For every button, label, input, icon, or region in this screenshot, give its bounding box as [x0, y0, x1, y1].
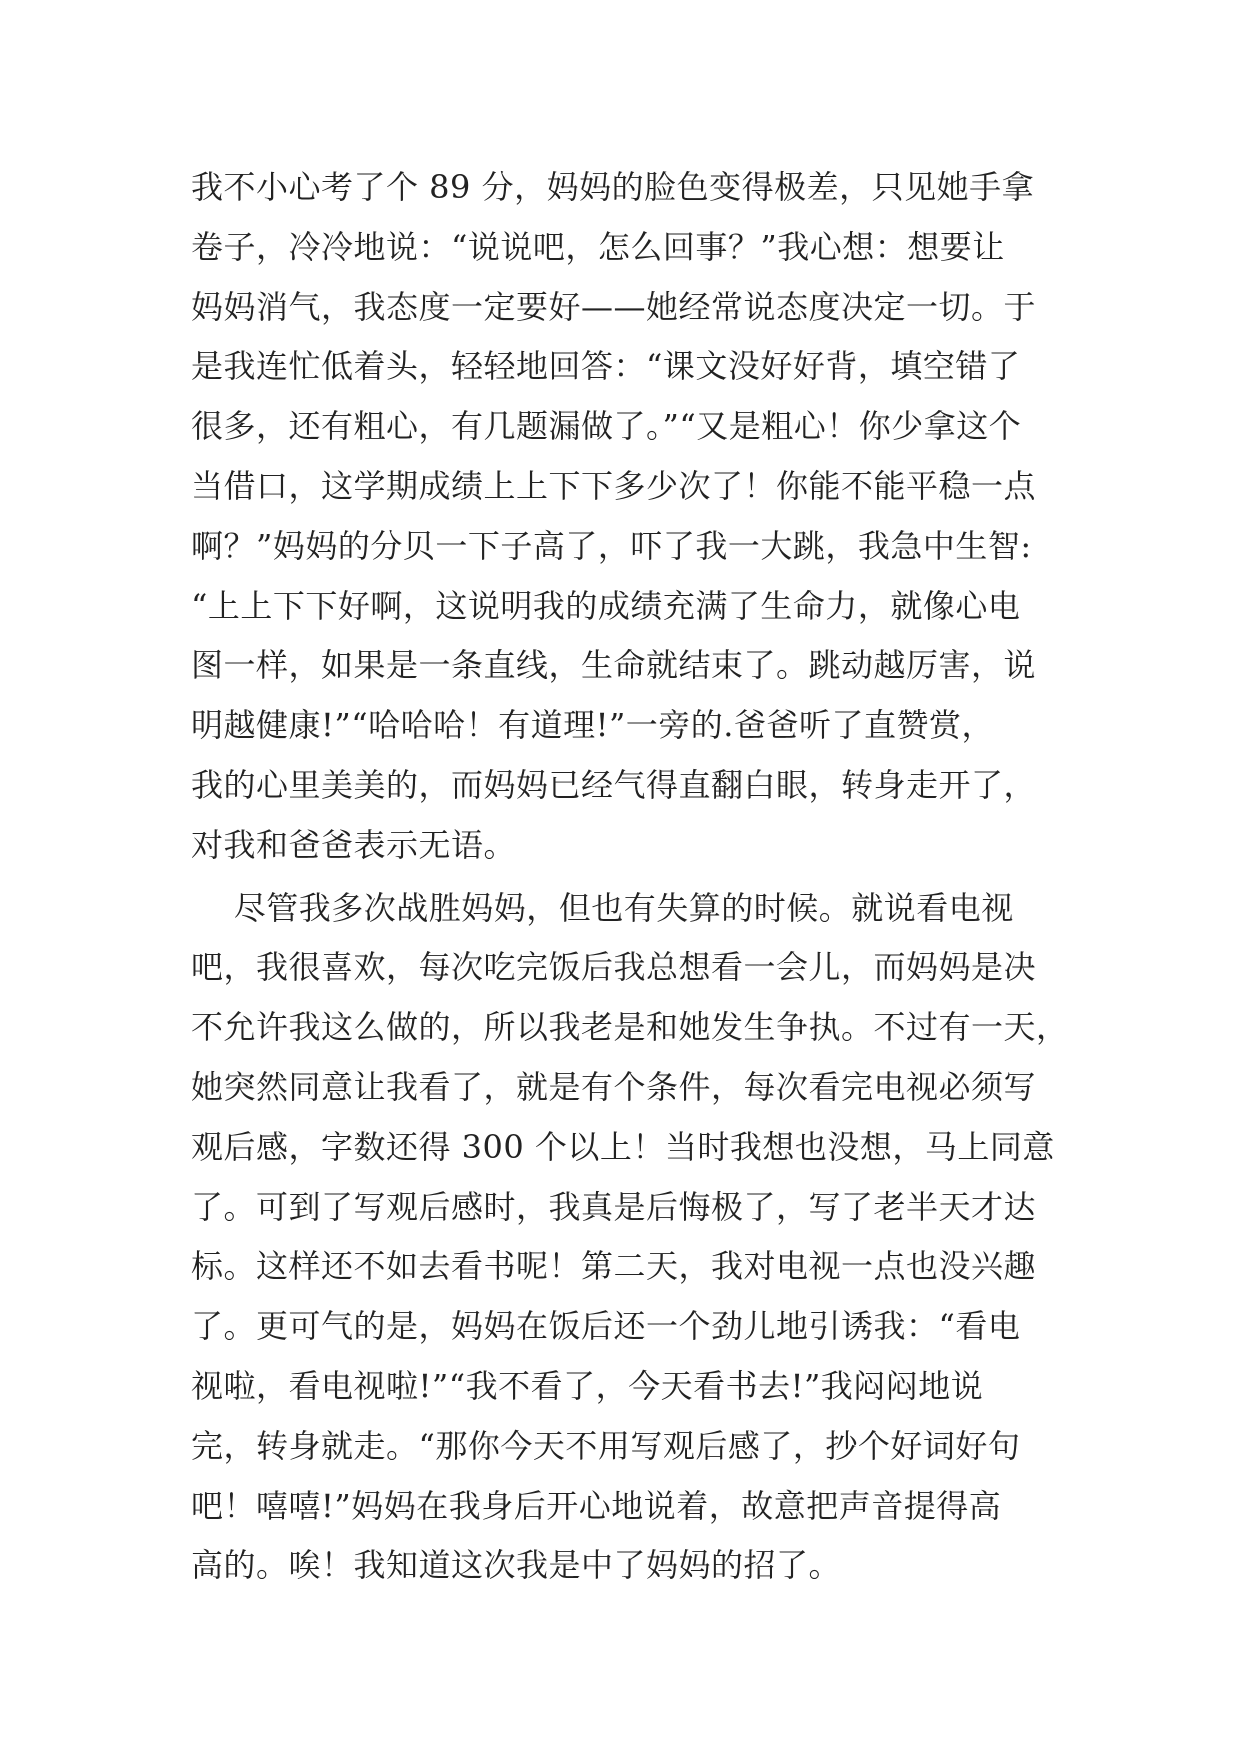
- text-line: 观后感，字数还得 300 个以上！当时我想也没想，马上同意: [191, 1127, 1055, 1166]
- text-line: 啊？”妈妈的分贝一下子高了，吓了我一大跳，我急中生智:: [191, 526, 1032, 565]
- text-line: 视啦，看电视啦!”“我不看了，今天看书去!”我闷闷地说: [191, 1366, 984, 1405]
- text-line: 我不小心考了个 89 分，妈妈的脸色变得极差，只见她手拿: [191, 168, 1035, 206]
- text-line: 图一样，如果是一条直线，生命就结束了。跳动越厉害，说: [191, 646, 1037, 685]
- text-line: 高的。唉！我知道这次我是中了妈妈的招了。: [191, 1546, 842, 1585]
- paragraph-2: [191, 879, 1071, 1597]
- text-line: 了。可到了写观后感时，我真是后悔极了，写了老半天才达: [191, 1187, 1037, 1226]
- text-line: 明越健康!”“哈哈哈！有道理!”一旁的.爸爸听了直赞赏，: [191, 706, 994, 745]
- text-line: 对我和爸爸表示无语。: [191, 825, 517, 864]
- text-line: 尽管我多次战胜妈妈，但也有失算的时候。就说看电视: [191, 888, 1014, 927]
- text-line: 了。更可气的是，妈妈在饭后还一个劲儿地引诱我：“看电: [191, 1307, 1021, 1346]
- text-line: 不允许我这么做的，所以我老是和她发生争执。不过有一天，: [191, 1008, 1069, 1047]
- text-line: 完，转身就走。“那你今天不用写观后感了，抄个好词好句: [191, 1426, 1021, 1465]
- paragraph-1: [191, 158, 1071, 876]
- text-line: 很多，还有粗心，有几题漏做了。”“又是粗心！你少拿这个: [191, 407, 1022, 446]
- text-line: 她突然同意让我看了，就是有个条件，每次看完电视必须写: [191, 1067, 1037, 1106]
- text-line: 是我连忙低着头，轻轻地回答：“课文没好好背，填空错了: [191, 347, 1021, 386]
- text-line: “上上下下好啊，这说明我的成绩充满了生命力，就像心电: [191, 586, 1021, 625]
- text-line: 卷子，冷冷地说：“说说吧，怎么回事？”我心想：想要让: [191, 227, 1005, 266]
- text-line: 我的心里美美的，而妈妈已经气得直翻白眼，转身走开了，: [191, 765, 1037, 804]
- text-line: 吧！嘻嘻!”妈妈在我身后开心地说着，故意把声音提得高: [191, 1486, 1002, 1525]
- text-line: 标。这样还不如去看书呢！第二天，我对电视一点也没兴趣: [191, 1247, 1037, 1286]
- text-line: 当借口，这学期成绩上上下下多少次了！你能不能平稳一点: [191, 466, 1037, 505]
- text-line: 吧，我很喜欢，每次吃完饭后我总想看一会儿，而妈妈是决: [191, 948, 1037, 987]
- document-body: [191, 158, 1071, 1596]
- text-line: 妈妈消气，我态度一定要好——她经常说态度决定一切。于: [191, 287, 1037, 326]
